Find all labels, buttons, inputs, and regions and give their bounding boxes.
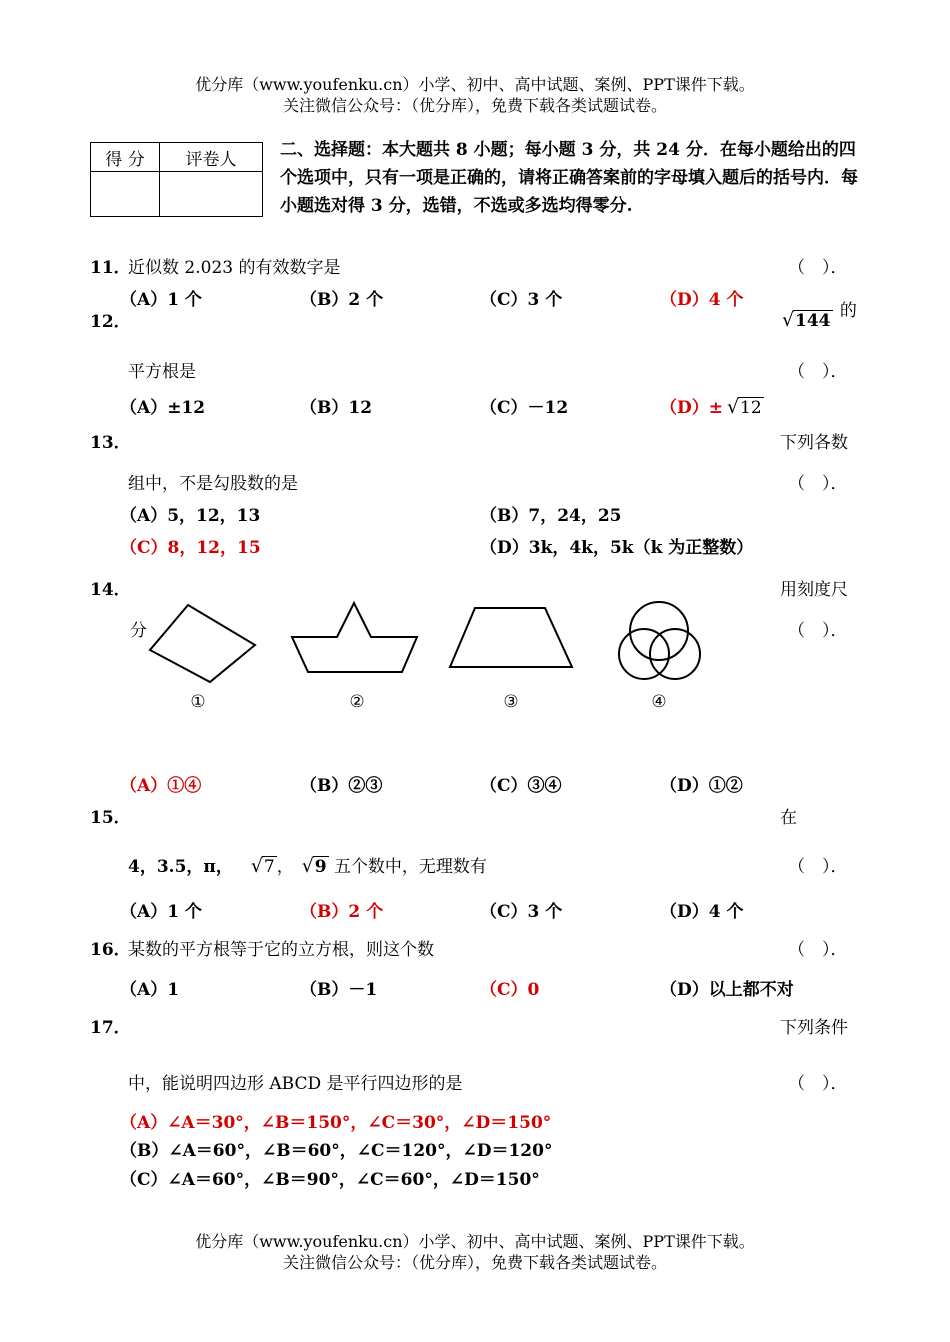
q16-option-a: （A）1	[120, 980, 180, 1000]
grader-label: 评卷人	[160, 143, 263, 172]
grader-cell	[160, 172, 263, 217]
q17-number: 17．	[90, 1018, 131, 1038]
figure-label-4: ④	[651, 692, 667, 712]
q15-option-a: （A）1 个	[120, 902, 202, 922]
figure-1-quadrilateral	[150, 605, 255, 682]
header-line-2: 关注微信公众号：（优分库），免费下载各类试题试卷。	[282, 96, 667, 115]
q13-option-a: （A）5，12，13	[120, 506, 261, 526]
q11-option-b: （B）2 个	[300, 290, 384, 310]
q14-option-b: （B）②③	[300, 776, 383, 796]
q11-option-c: （C）3 个	[480, 290, 563, 310]
q15-sqrt-7: 7	[263, 857, 275, 877]
q12-option-d-radicand: 12	[740, 398, 762, 418]
q12-option-d: （D）± √ 12	[660, 396, 762, 418]
q15-number: 15．	[90, 808, 131, 828]
header-line-1: 优分库（www.youfenku.cn）小学、初中、高中试题、案例、PPT课件下载。	[195, 75, 755, 94]
figure-label-1: ①	[190, 692, 206, 712]
score-cell	[91, 172, 160, 217]
figure-2-boat	[292, 603, 417, 672]
q12-number: 12．	[90, 312, 131, 332]
q12-option-a: （A）±12	[120, 398, 206, 418]
q17-text: 中，能说明四边形 ABCD 是平行四边形的是	[128, 1074, 463, 1094]
q14-option-d: （D）①②	[660, 776, 743, 796]
q15-text-pre: 4，3.5，π，	[128, 857, 233, 877]
q15-option-d: （D）4 个	[660, 902, 744, 922]
q13-number: 13．	[90, 433, 131, 453]
section-title: 二、选择题：本大题共 8 小题；每小题 3 分，共 24 分．在每小题给出的四个选项中，只有一项是正确的，请将正确答案前的字母填入题后的括号内．每小题选对得 3 分，选错，不选或多选均得零分.	[280, 140, 858, 216]
q11-option-a: （A）1 个	[120, 290, 202, 310]
q16-option-c: （C）0	[480, 980, 540, 1000]
score-table	[90, 142, 263, 217]
q14-text: 分	[130, 621, 147, 641]
q13-option-d: （D）3k，4k，5k（k 为正整数）	[480, 538, 754, 558]
q17-option-b: （B）∠A＝60°，∠B＝60°，∠C＝120°，∠D＝120°	[120, 1141, 553, 1161]
q15-answer-paren: （ ）．	[788, 857, 848, 877]
footer-line-2: 关注微信公众号：（优分库），免费下载各类试题试卷。	[282, 1253, 667, 1272]
q16-option-d: （D）以上都不对	[660, 980, 794, 1000]
q13-option-b: （B）7，24，25	[480, 506, 622, 526]
q15-option-c: （C）3 个	[480, 902, 563, 922]
q14-answer-paren: （ ）．	[788, 621, 848, 641]
q15-sqrt-9: 9	[314, 857, 327, 877]
q12-suffix: 的	[839, 301, 857, 321]
q16-text: 某数的平方根等于它的立方根，则这个数	[128, 940, 434, 960]
q13-answer-paren: （ ）．	[788, 474, 848, 494]
q13-text: 组中，不是勾股数的是	[128, 474, 298, 494]
q16-option-b: （B）－1	[300, 980, 378, 1000]
figure-4-three-circles	[619, 602, 700, 679]
q12-sqrt-144: √ 144 的	[782, 301, 857, 331]
q11-number: 11．	[90, 258, 131, 278]
q13-text-right: 下列各数	[780, 433, 848, 453]
figure-label-2: ②	[349, 692, 365, 712]
q15-option-b: （B）2 个	[300, 902, 384, 922]
figure-3-trapezoid	[450, 608, 572, 667]
q12-option-c: （C）－12	[480, 398, 569, 418]
q14-option-c: （C）③④	[480, 776, 562, 796]
q17-answer-paren: （ ）．	[788, 1074, 848, 1094]
q12-option-b: （B）12	[300, 398, 373, 418]
q17-option-c: （C）∠A＝60°，∠B＝90°，∠C＝60°，∠D＝150°	[120, 1170, 540, 1190]
q14-number: 14．	[90, 580, 131, 600]
q16-number: 16．	[90, 940, 131, 960]
score-label: 得 分	[91, 143, 160, 172]
footer-line-1: 优分库（www.youfenku.cn）小学、初中、高中试题、案例、PPT课件下载。	[195, 1232, 755, 1251]
q14-option-a: （A）①④	[120, 776, 202, 796]
q15-text: 4，3.5，π， √ 7 ， √ 9 五个数中，无理数有	[128, 855, 487, 877]
q14-text-right: 用刻度尺	[780, 580, 848, 600]
q12-option-d-prefix: （D）±	[660, 398, 723, 418]
q17-text-right: 下列条件	[780, 1018, 848, 1038]
q15-separator: ，	[276, 857, 294, 877]
q13-option-c: （C）8，12，15	[120, 538, 261, 558]
q17-option-a: （A）∠A＝30°，∠B＝150°，∠C＝30°，∠D＝150°	[120, 1113, 552, 1133]
q15-text-right: 在	[780, 808, 797, 828]
q15-text-post: 五个数中，无理数有	[333, 857, 487, 877]
q14-figures	[140, 595, 710, 720]
q12-answer-paren: （ ）．	[788, 362, 848, 382]
q11-text: 近似数 2.023 的有效数字是	[128, 258, 341, 278]
q16-answer-paren: （ ）．	[788, 940, 848, 960]
q12-text: 平方根是	[128, 362, 196, 382]
figure-label-3: ③	[503, 692, 519, 712]
q12-radicand: 144	[795, 311, 831, 331]
q11-option-d: （D）4 个	[660, 290, 744, 310]
q11-answer-paren: （ ）．	[788, 258, 848, 278]
